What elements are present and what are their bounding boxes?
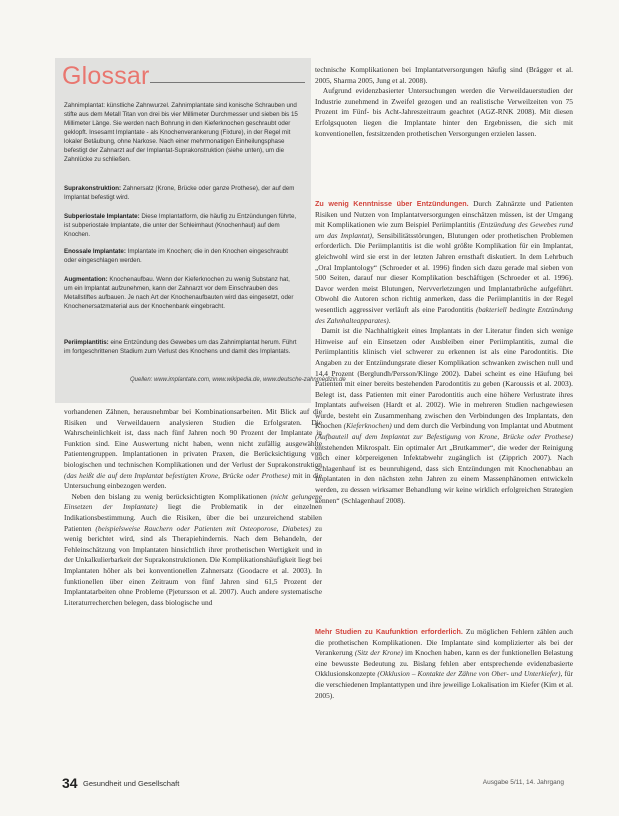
- article-section-inflammation: Zu wenig Kenntnisse über Entzündungen. Durch Zahnärzte und Patienten Risiken und Nutzen von Implantatversorgungen einschätzen müssen, ist der Umgang mit Komplikationen wie zum Beispiel Periimplantitis (Entzündung des Gewebes rund um das Implantat), Sensibilitätsstörungen, Blutungen oder prothetischen Problemen erforderlich. Die Periimplantitis ist die wohl größte Komplikation für ein Implantat, gleichwohl wird sie erst in der letzten Jahren ernsthaft diskutiert. In dem Lehrbuch „Oral Implantology“ (Schroeder et al. 1996) finden sich dazu gerade mal sieben von 500 Seiten, darauf nur dieser Komplikation beschäftigen (Schroeder et al. 1996). Davor werden meist Blutungen, Nervverletzungen und Implantatbrüche aufgeführt. Obwohl die Autoren schon richtig anmerken, dass die Periimplantitis in der Regel wesentlich aggressiver verläuft als eine Parodontitis (bakteriell bedingte Entzündung des Zahnhalteapparates). Damit ist die Nachhaltigkeit eines Implantats in der Literatur finden sich wenige Hinweise auf ein Einsetzen oder Ausbleiben einer Periimplantitis, zumal die Periimplantitis klinisch viel schwerer zu erkennen ist als eine Parodontitis. Die Angaben zu der Entzündungsrate dieser Komplikation schwanken zwischen null und 14,4 Prozent (Berglundh/Persson/Klinge 2002). Dabei scheint es eine Häufung bei Patienten mit einer bereits bestehenden Parodontitis zu geben (Karoussis et al. 2003). Belegt ist, dass Patienten mit einer Parodontitis auch eine höhere Verlustrate ihres Implantats aufweisen (Hardt et al. 2002). Wie in mehreren Studien nachgewiesen wurde, besteht ein Zusammenhang zwischen den Verbindungen des Implantats, den Knochen (Kieferknochen) und dem durch die Verbindung von Implantat und Abutment (Aufbauteil auf dem Implantat zur Befestigung von Krone, Brücke oder Prothese) entstehenden Mikrospalt. Ein optimaler Art „Brutkammer“, die weder der Reinigung noch einer körpereigenen Infektabwehr zugänglich ist (Zipprich 2007). Nach Schlagenhauf ist es beunruhigend, dass sich Entzündungen mit Knochenabbau an Implantaten in den nächsten zehn Jahren zu einem Massenphänomen entwickeln werden, zu dessen wirksamer Behandlung wir keine wirklich erfolgreichen Strategien kennen“ (Schlagenhauf 2008).: [315, 199, 574, 505]
- glossary-entry-implant: [64, 101, 300, 164]
- glossary-entry-enossal: [64, 247, 300, 265]
- article-left-column: vorhandenen Zähnen, herausnehmbar bei Kombinationsarbeiten. Mit Blick auf die Risiken und Verweildauern analysieren Studien die Erfolgsraten. Die Wahrscheinlichkeit ist, dass nach fünf Jahren noch 90 Prozent der Implantate in Funktion sind. Eine Auswertung nicht haben, wenn nicht zufällig ausgewählte Patientengruppen. Implantationen in privaten Praxen, die Berücksichtigung von biologischen und technischen Komplikationen und der Verlust der Suprakonstruktion (das heißt die auf dem Implantat befestigten Krone, Brücke oder Prothese) mit in die Untersuchung einbezogen werden. Neben den bislang zu wenig berücksichtigten Komplikationen (nicht gelungene Einsetzen der Implantate) liegt die Problematik in der einzelnen Indikationsbestimmung. Auch die Risiken, über die bei unzureichend stabilen Patienten (beispielsweise Rauchern oder Patienten mit Osteoporose, Diabetes) zu wenig berichtet wird, sind als Therapiehindernis. Nach dem Behandeln, der Fehleinschätzung von Implantaten hinsichtlich ihrer prothetischen Wertigkeit und in der Unkalkulierbarkeit der Suprakonstruktionen. Die Komplikationshäufigkeit liegt bei Implantaten höher als bei konventionellen Zahnersatz (Goodacre et al. 2003). In funktionellen über einen Zeitraum von fünf Jahren sind 61,5 Prozent der Implantatarbeiten ohne Probleme (Pjetursson et al. 2007). Auch andere systematische Literaturrecherchen belegen, dass biologische und: [64, 407, 322, 607]
- page-number: 34: [62, 775, 78, 791]
- glossary-entry-supra: [64, 184, 300, 202]
- footer-section-name: Gesundheit und Gesellschaft: [83, 779, 180, 788]
- glossary-entry-subperiostal: [64, 212, 300, 239]
- glossary-term: Subperiostale Implantate:: [64, 213, 140, 220]
- article-right-top: technische Komplikationen bei Implantatversorgungen häufig sind (Brägger et al. 2005, Sharma 2005, Jung et al. 2008). Aufgrund evidenzbasierter Untersuchungen werden die Verweildauerstudien der Industrie zunehmend in Zweifel gezogen und an realistische Verweilzeiten von 75 Prozent im Fünf- bis Acht-Jahreszeitraum geachtet (AGZ-RNK 2008). Mit diesen Erfolgsquoten liegen die Implantate hinter den Ergebnissen, die sich mit konventionellen, festsitzenden prothetischen Versorgungen erzielen lassen.: [315, 65, 573, 138]
- glossary-entry-text: Zahnersatz (Krone, Brücke oder ganze Prothese), der auf dem Implantat befestigt wird.: [64, 185, 295, 201]
- glossary-entry-text: Zahnimplantat: künstliche Zahnwurzel. Zahnimplantate sind konische Schrauben und stifte aus dem Metall Titan von drei bis vier Millimeter Durchmesser und sieben bis 15 Millimeter Länge. Sie werden nach Bohrung in den Kieferknochen geschraubt oder geklopft. Insesamt Implantate - als Knochenverankerung (Fixture), in der Regel mit lokaler Betäubung, ohne Narkose. Nach einer mehrmonatigen Einheilungsphase befestigt der Zahnarzt auf der Implantat-Suprakonstruktion (siehe unten), um die Zahnlücke zu schließen.: [64, 102, 298, 163]
- section-heading: Zu wenig Kenntnisse über Entzündungen.: [315, 199, 469, 208]
- glossary-title: Glossar: [62, 62, 150, 90]
- footer-issue: Ausgabe 5/11, 14. Jahrgang: [482, 779, 564, 786]
- glossary-entry-text: Implantate im Knochen; die in den Knochen eingeschraubt oder eingeschlagen werden.: [64, 248, 288, 264]
- section-heading: Mehr Studien zu Kaufunktion erforderlich.: [315, 627, 463, 636]
- article-section-chewing: Mehr Studien zu Kaufunktion erforderlich. Zu möglichen Fehlern zählen auch die prothetischen Komplikationen. Die Implantate sind komplizierter als bei der Verankerung (Sitz der Krone) im Knochen haben, kann es der funktionellen Belastung eine bewusste Bedeutung zu. Bislang fehlen aber entsprechende evidenzbasierte Okklusionskonzepte (Okklusion – Kontakte der Zähne von Ober- und Unterkiefer), für die verschiedenen Implantattypen und ihre jeweilige Lokalisation im Kiefer (Kim et al. 2005).: [315, 627, 574, 700]
- glossary-term: Periimplantitis:: [64, 339, 109, 346]
- glossary-entry-text: eine Entzündung des Gewebes um das Zahnimplantat herum. Führt im fortgeschrittenen Stadium zum Verlust des Knochens und damit des Implantats.: [64, 339, 297, 355]
- glossary-entry-text: Knochenaufbau. Wenn der Kieferknochen zu wenig Substanz hat, um ein Implantat aufzunehmen, kann der Zahnarzt vor dem Einschrauben des Metallstiftes aufbauen. Je nach Art der Knochenaufbauten wird das eingesetzt, oder Knochenersatzmaterial aus der Knochenbank eingebracht.: [64, 276, 294, 310]
- glossary-title-rule: [150, 82, 305, 83]
- glossary-term: Suprakonstruktion:: [64, 185, 122, 192]
- glossary-entry-augmentation: [64, 275, 300, 311]
- glossary-entry-periimplantitis: [64, 338, 300, 356]
- glossary-entry-text: Diese Implantatform, die häufig zu Entzündungen führte, ist subperiostale Implantate, die unter der Schleimhaut (Knochenhaut) auf dem Knochen.: [64, 213, 297, 238]
- glossary-term: Augmentation:: [64, 276, 108, 283]
- glossary-term: Enossale Implantate:: [64, 248, 126, 255]
- glossary-sources: Quellen: www.implantate.com, www.wikipedia.de, www.deutsche-zahnmedizin.de: [130, 377, 346, 383]
